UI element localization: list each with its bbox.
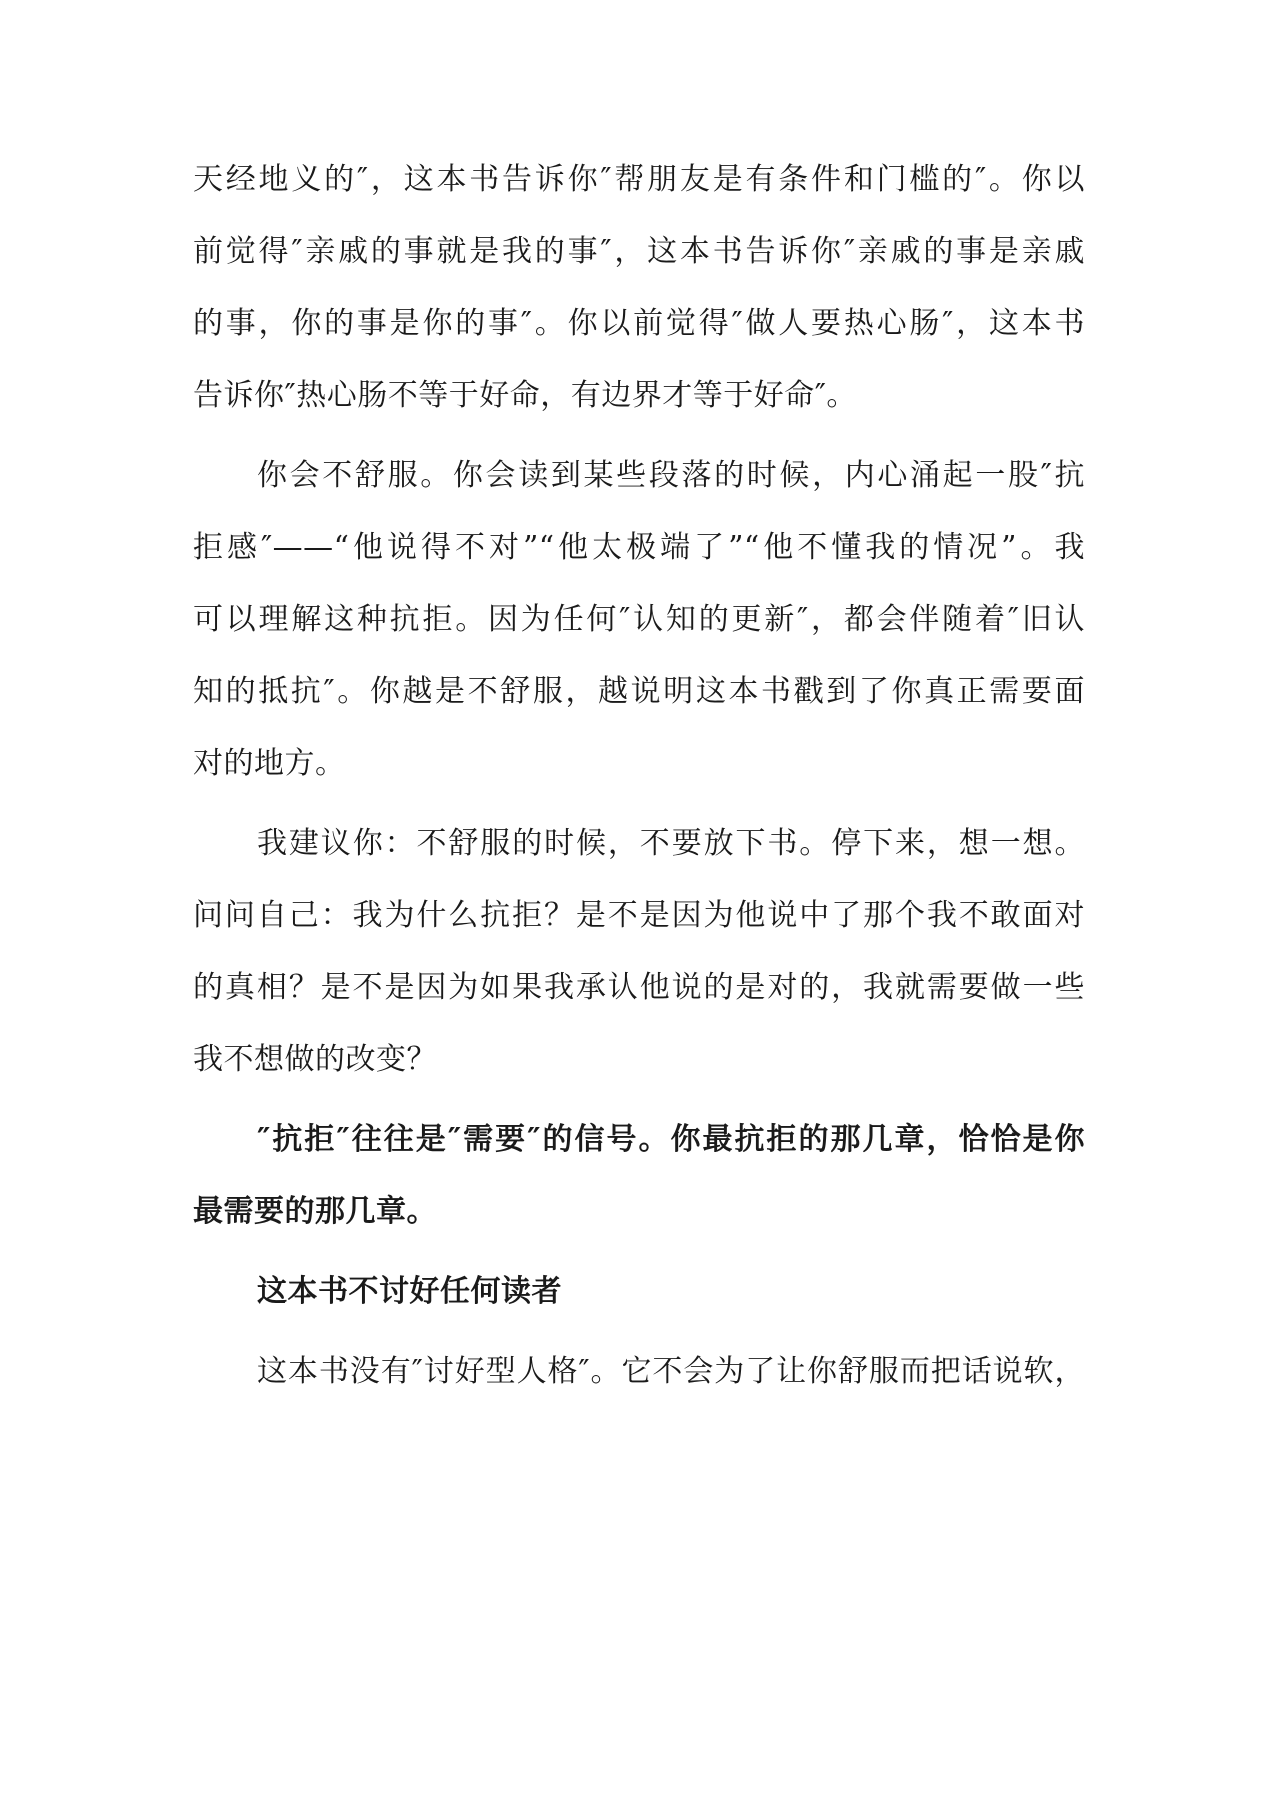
text-line: 可以理解这种抗拒。因为任何″认知的更新″，都会伴随着″旧认 bbox=[193, 602, 1085, 637]
text-line: 的事，你的事是你的事″。你以前觉得″做人要热心肠″，这本书 bbox=[193, 306, 1085, 341]
text-line: 对的地方。 bbox=[193, 746, 346, 781]
section-heading: 这本书不讨好任何读者 bbox=[257, 1274, 562, 1309]
text-line: 前觉得″亲戚的事就是我的事″，这本书告诉你″亲戚的事是亲戚 bbox=[193, 234, 1085, 269]
text-line: 问问自己：我为什么抗拒？是不是因为他说中了那个我不敢面对 bbox=[193, 898, 1085, 933]
text-line: 的真相？是不是因为如果我承认他说的是对的，我就需要做一些 bbox=[193, 970, 1085, 1005]
text-line: 告诉你″热心肠不等于好命，有边界才等于好命″。 bbox=[193, 378, 857, 413]
bold-text-line: 最需要的那几章。 bbox=[193, 1194, 437, 1229]
text-line: 我建议你：不舒服的时候，不要放下书。停下来，想一想。 bbox=[257, 826, 1085, 861]
text-line: 知的抵抗″。你越是不舒服，越说明这本书戳到了你真正需要面 bbox=[193, 674, 1085, 709]
text-line: 我不想做的改变？ bbox=[193, 1042, 437, 1077]
text-line: 天经地义的″，这本书告诉你″帮朋友是有条件和门槛的″。你以 bbox=[193, 162, 1085, 197]
text-line: 拒感″——“他说得不对”“他太极端了”“他不懂我的情况”。我 bbox=[193, 530, 1085, 565]
text-line: 你会不舒服。你会读到某些段落的时候，内心涌起一股″抗 bbox=[257, 458, 1085, 493]
bold-text-line: ″抗拒″往往是″需要″的信号。你最抗拒的那几章，恰恰是你 bbox=[257, 1122, 1085, 1157]
text-line: 这本书没有″讨好型人格″。它不会为了让你舒服而把话说软， bbox=[257, 1354, 1085, 1389]
